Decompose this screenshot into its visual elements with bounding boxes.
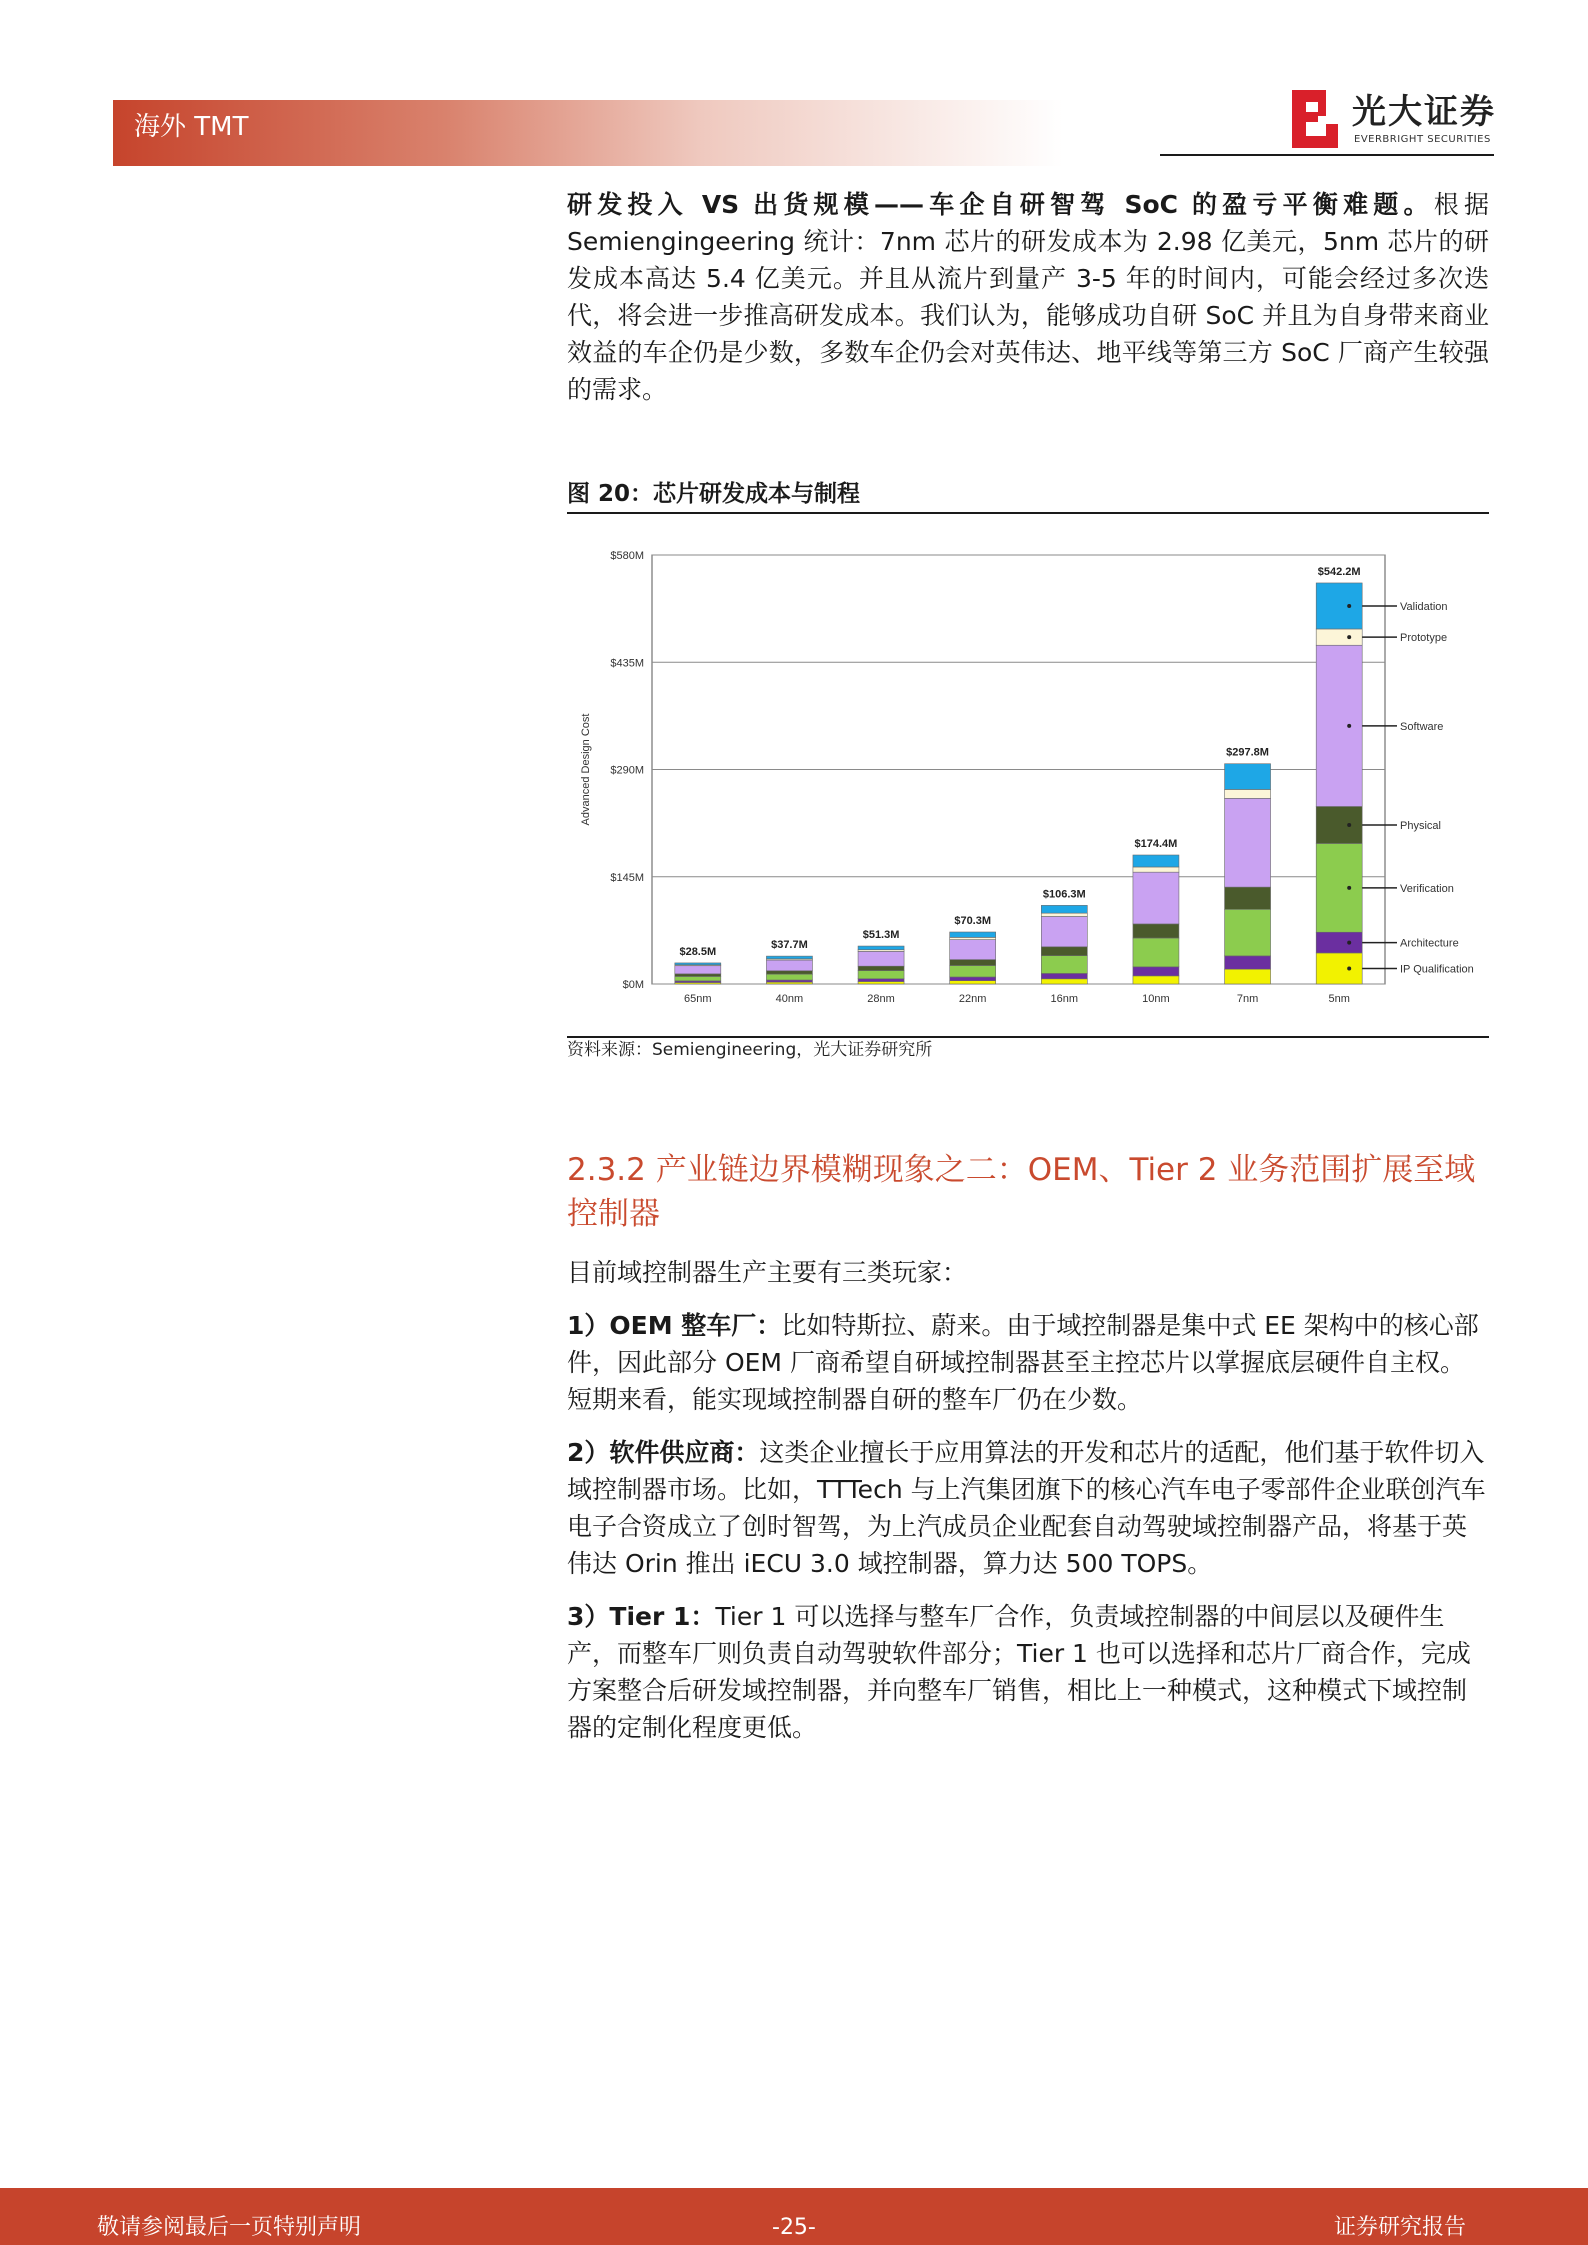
bar-segment-validation	[1316, 583, 1362, 629]
everbright-logo-icon	[1292, 90, 1338, 148]
bar-total-label: $106.3M	[1042, 888, 1086, 901]
bar-segment-architecture	[1133, 967, 1179, 976]
y-tick-label: $580M	[610, 550, 644, 562]
bar-segment-architecture	[1316, 932, 1362, 953]
y-axis-label: Advanced Design Cost	[580, 713, 592, 826]
legend-leader-dot	[1347, 886, 1351, 890]
bar-segment-prototype	[1133, 867, 1179, 872]
bar-total-label: $37.7M	[771, 939, 808, 952]
bar-segment-physical	[1041, 947, 1087, 956]
bar-segment-ip-qualification	[858, 982, 904, 984]
bar-segment-ip-qualification	[1041, 979, 1087, 984]
x-tick-label: 40nm	[775, 993, 804, 1005]
legend-label: IP Qualification	[1400, 963, 1474, 976]
bar-segment-software	[675, 966, 721, 974]
bar-segment-architecture	[1225, 956, 1271, 969]
bar-total-label: $28.5M	[679, 945, 717, 958]
paragraph-tier1	[567, 1598, 1489, 1746]
footer-report-type: 证券研究报告	[1334, 2215, 1467, 2240]
bar-segment-validation	[766, 956, 812, 959]
bar-segment-software	[1133, 872, 1179, 924]
footer-disclaimer: 敬请参阅最后一页特别声明	[97, 2215, 362, 2240]
bar-segment-software	[1041, 916, 1087, 946]
bar-segment-validation	[1133, 855, 1179, 867]
bar-total-label: $51.3M	[862, 929, 900, 942]
bar-segment-verification	[1316, 843, 1362, 932]
bar-segment-prototype	[1225, 789, 1271, 798]
bar-segment-software	[858, 951, 904, 966]
bar-segment-verification	[766, 974, 812, 980]
paragraph-tier1-text: Tier 1 可以选择与整车厂合作，负责域控制器的中间层以及硬件生产，而整车厂则负责自动驾驶软件部分；Tier 1 也可以选择和芯片厂商合作，完成方案整合后研发域控制器，并向整车厂销售，相比上一种模式，这种模式下域控制器的定制化程度更低。	[567, 1602, 1471, 1742]
figure-source: 资料来源：Semiengineering，光大证券研究所	[567, 1040, 933, 1060]
bar-segment-physical	[1225, 887, 1271, 909]
paragraph-oem-text: 比如特斯拉、蔚来。由于域控制器是集中式 EE 架构中的核心部件，因此部分 OEM 厂商希望自研域控制器甚至主控芯片以掌握底层硬件自主权。短期来看，能实现域控制器自研的整车厂仍在少数。	[567, 1311, 1479, 1414]
players-intro: 目前域控制器生产主要有三类玩家：	[567, 1258, 968, 1287]
bar-segment-validation	[1041, 905, 1087, 913]
bar-segment-architecture	[766, 980, 812, 982]
x-tick-label: 65nm	[684, 993, 712, 1005]
bar-segment-prototype	[1041, 913, 1087, 916]
x-tick-label: 7nm	[1236, 993, 1259, 1005]
bar-segment-physical	[1316, 806, 1362, 843]
bar-segment-validation	[1225, 764, 1271, 790]
bar-segment-ip-qualification	[1316, 953, 1362, 984]
legend-label: Physical	[1400, 819, 1441, 832]
bar-segment-ip-qualification	[950, 981, 996, 984]
header-band	[113, 100, 1063, 166]
bar-segment-ip-qualification	[1133, 976, 1179, 984]
header-rule	[1160, 154, 1494, 156]
bar-segment-physical	[766, 971, 812, 974]
paragraph-oem	[567, 1307, 1489, 1418]
paragraph-software-lead: 2）软件供应商：	[567, 1438, 760, 1467]
bar-segment-verification	[1225, 909, 1271, 956]
bar-segment-validation	[858, 946, 904, 950]
bar-segment-verification	[858, 971, 904, 979]
stacked-bar-chart	[567, 522, 1489, 1030]
bar-segment-ip-qualification	[1225, 969, 1271, 984]
bar-segment-physical	[1133, 924, 1179, 938]
legend-label: Validation	[1400, 600, 1448, 613]
paragraph-oem-lead: 1）OEM 整车厂：	[567, 1311, 782, 1340]
bar-segment-verification	[1041, 956, 1087, 974]
intro-paragraph	[567, 186, 1489, 408]
legend-leader-dot	[1347, 823, 1351, 827]
bar-segment-software	[766, 960, 812, 971]
bar-segment-architecture	[950, 977, 996, 981]
bar-segment-software	[1225, 798, 1271, 887]
paragraph-tier1-lead: 3）Tier 1：	[567, 1602, 716, 1631]
bar-segment-physical	[950, 960, 996, 966]
section-label: 海外 TMT	[134, 112, 249, 142]
legend-leader-dot	[1347, 635, 1351, 639]
bar-total-label: $174.4M	[1134, 838, 1178, 851]
logo-text-cn: 光大证券	[1352, 92, 1496, 132]
bar-segment-verification	[1133, 938, 1179, 967]
bar-segment-validation	[950, 932, 996, 937]
bar-segment-verification	[675, 976, 721, 980]
legend-leader-dot	[1347, 724, 1351, 728]
x-tick-label: 28nm	[867, 993, 895, 1005]
bar-segment-physical	[858, 966, 904, 970]
bar-total-label: $70.3M	[954, 915, 992, 928]
logo-text-en: EVERBRIGHT SECURITIES	[1354, 134, 1491, 145]
paragraph-software-supplier	[567, 1434, 1489, 1582]
legend-leader-dot	[1347, 966, 1351, 970]
y-tick-label: $435M	[610, 657, 644, 670]
paragraph-software-text: 这类企业擅长于应用算法的开发和芯片的适配，他们基于软件切入域控制器市场。比如，TTTech 与上汽集团旗下的核心汽车电子零部件企业联创汽车电子合资成立了创时智驾，为上汽成员企业配套自动驾驶域控制器产品，将基于英伟达 Orin 推出 iECU 3.0 域控制器，算力达 500 TOPS。	[567, 1438, 1486, 1578]
bar-total-label: $297.8M	[1226, 746, 1269, 759]
bar-segment-validation	[675, 963, 721, 965]
x-tick-label: 5nm	[1328, 993, 1350, 1005]
x-tick-label: 10nm	[1142, 993, 1170, 1005]
bar-segment-verification	[950, 966, 996, 977]
legend-label: Software	[1400, 720, 1444, 733]
bar-segment-software	[950, 940, 996, 960]
legend-leader-dot	[1347, 604, 1351, 608]
bar-segment-physical	[675, 974, 721, 977]
legend-leader-dot	[1347, 941, 1351, 945]
bar-segment-architecture	[1041, 973, 1087, 978]
y-tick-label: $290M	[610, 764, 644, 777]
figure-rule-top	[567, 512, 1489, 514]
y-tick-label: $145M	[610, 871, 644, 884]
section-heading: 2.3.2 产业链边界模糊现象之二：OEM、Tier 2 业务范围扩展至域控制器	[567, 1152, 1476, 1232]
intro-bold-lead: 研发投入 VS 出货规模——车企自研智驾 SoC 的盈亏平衡难题。	[567, 190, 1434, 219]
bar-total-label: $542.2M	[1317, 565, 1361, 578]
legend-label: Architecture	[1400, 937, 1459, 950]
x-tick-label: 16nm	[1050, 993, 1079, 1005]
x-tick-label: 22nm	[958, 993, 987, 1005]
bar-segment-prototype	[950, 937, 996, 939]
legend-label: Verification	[1400, 882, 1454, 895]
legend-label: Prototype	[1400, 632, 1448, 645]
bar-segment-architecture	[858, 979, 904, 982]
bar-segment-prototype	[1316, 629, 1362, 645]
y-tick-label: $0M	[622, 979, 644, 991]
page-number: -25-	[772, 2215, 816, 2240]
figure-title: 图 20：芯片研发成本与制程	[567, 481, 861, 507]
bar-segment-software	[1316, 645, 1362, 806]
intro-body: 根据 Semiengingeering 统计：7nm 芯片的研发成本为 2.98 亿美元，5nm 芯片的研发成本高达 5.4 亿美元。并且从流片到量产 3-5 年的时间内，可能会经过多次迭代，将会进一步推高研发成本。我们认为，能够成功自研 SoC 并且为自身带来商业效益的车企仍是少数，多数车企仍会对英伟达、地平线等第三方 SoC 厂商产生较强的需求。	[567, 190, 1489, 404]
